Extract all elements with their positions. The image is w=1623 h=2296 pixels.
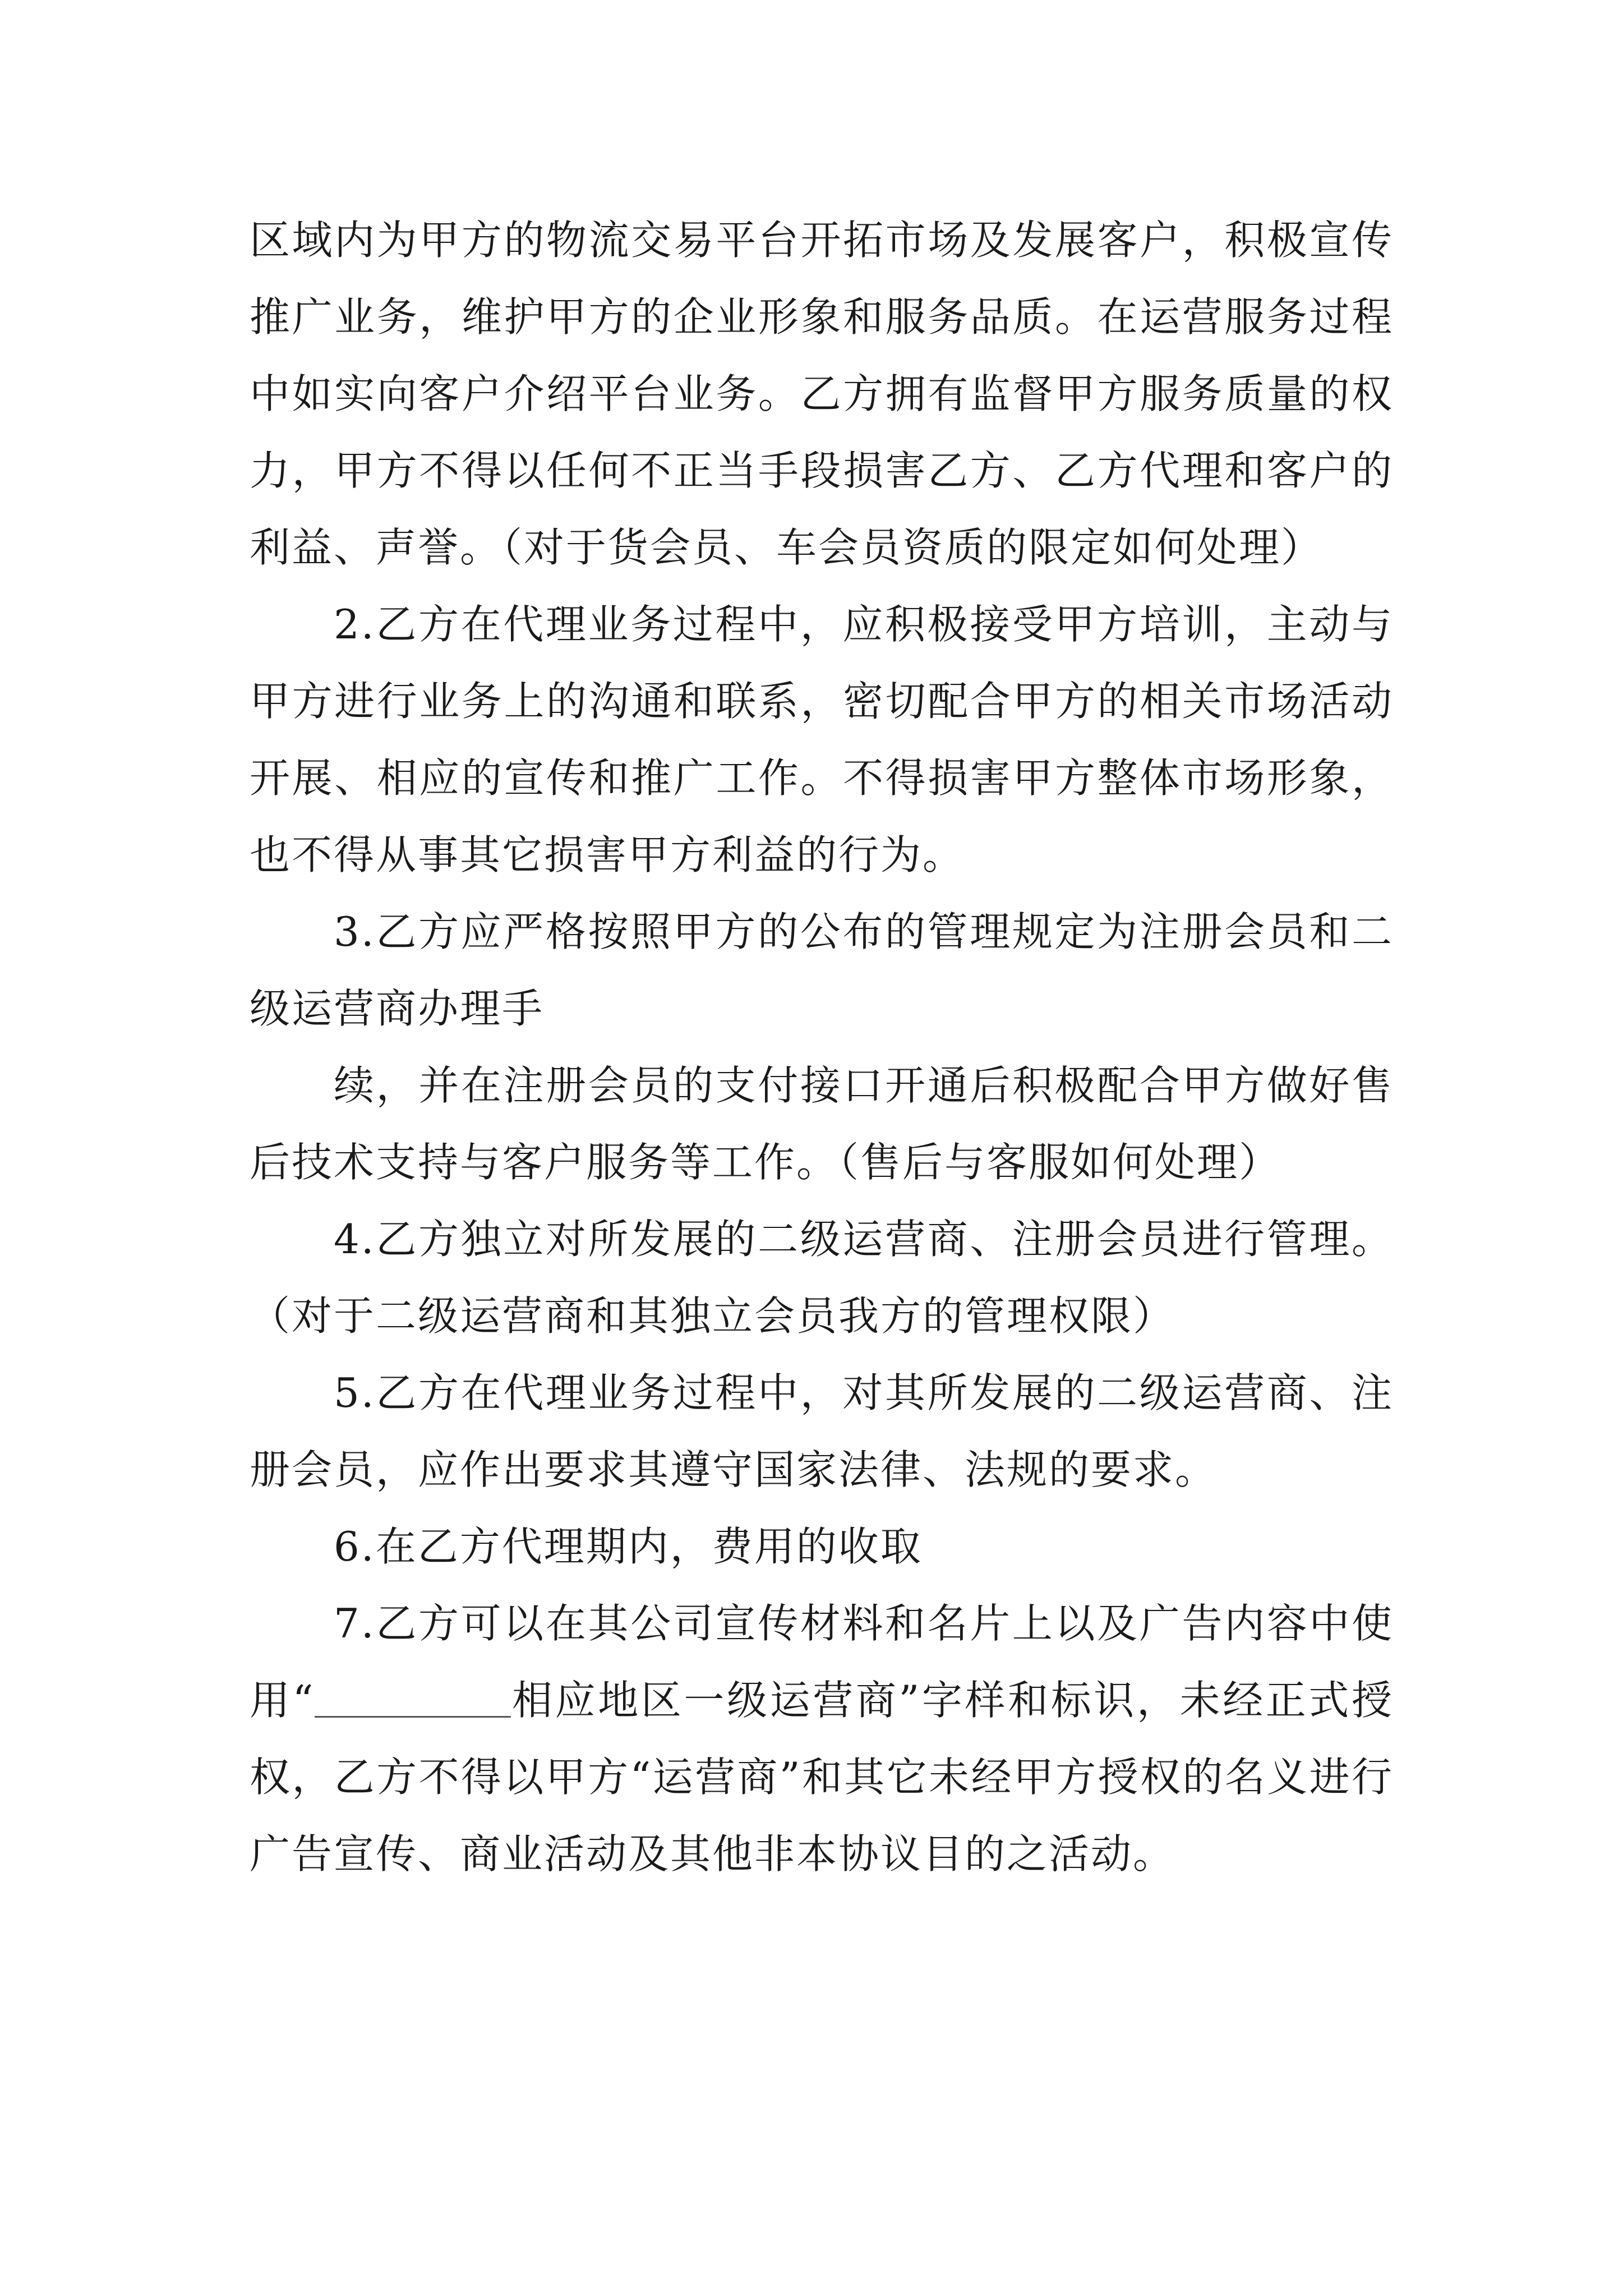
paragraph-item-4: 4.乙方独立对所发展的二级运营商、注册会员进行管理。（对于二级运营商和其独立会员我方的管理权限） [250,1216,1394,1340]
item-7-text-after: 相应地区一级运营商”字样和标识，未经正式授权，乙方不得以甲方“运营商”和其它未经甲方授权的名义进行广告宣传、商业活动及其他非本协议目的之活动。 [250,1677,1394,1878]
paragraph-item-5: 5.乙方在代理业务过程中，对其所发展的二级运营商、注册会员，应作出要求其遵守国家法律、法规的要求。 [250,1369,1394,1493]
fill-in-blank-line [315,1676,511,1718]
paragraph-item-7 [250,1585,1394,1893]
document-body [250,202,1394,1893]
paragraph-item-3: 3.乙方应严格按照甲方的公布的管理规定为注册会员和二级运营商办理手 [250,908,1394,1032]
paragraph-item-3-continued: 续，并在注册会员的支付接口开通后积极配合甲方做好售后技术支持与客户服务等工作。（售后与客服如何处理） [250,1062,1394,1186]
paragraph-item-6: 6.在乙方代理期内，费用的收取 [334,1523,923,1570]
item-7-text-before: 7.乙方可以在其公司宣传材料和名片上以及广告内容中使用“ [250,1600,1394,1724]
paragraph-continuation: 区域内为甲方的物流交易平台开拓市场及发展客户，积极宣传推广业务，维护甲方的企业形象和服务品质。在运营服务过程中如实向客户介绍平台业务。乙方拥有监督甲方服务质量的权力，甲方不得以任何不正当手段损害乙方、乙方代理和客户的利益、声誉。（对于货会员、车会员资质的限定如何处理） [250,217,1394,571]
paragraph-item-2: 2.乙方在代理业务过程中，应积极接受甲方培训，主动与甲方进行业务上的沟通和联系，密切配合甲方的相关市场活动开展、相应的宣传和推广工作。不得损害甲方整体市场形象，也不得从事其它损害甲方利益的行为。 [250,601,1394,878]
